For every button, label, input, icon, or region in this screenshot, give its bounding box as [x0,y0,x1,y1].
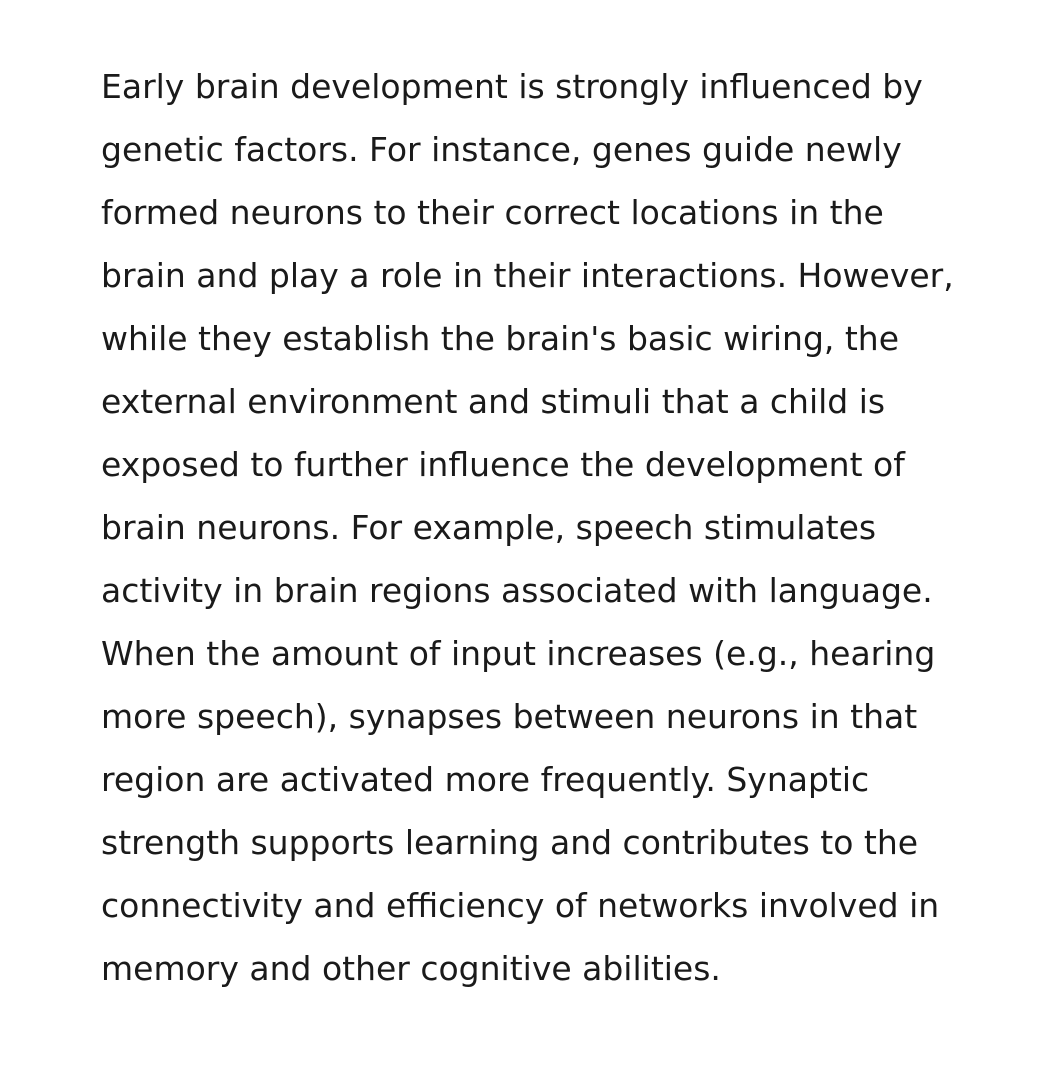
paragraph-line-2: genetic factors. For instance, genes guide newly [101,130,902,169]
paragraph-line-6: external environment and stimuli that a child is [101,382,886,421]
paragraph-line-3: formed neurons to their correct locations in the [101,193,884,232]
paragraph-line-12: region are activated more frequently. Synaptic [101,760,870,799]
paragraph-line-8: brain neurons. For example, speech stimulates [101,508,877,547]
paragraph-line-7: exposed to further influence the development of [101,445,905,484]
paragraph-line-4: brain and play a role in their interactions. However, [101,256,954,295]
paragraph-line-14: connectivity and efficiency of networks involved in [101,886,940,925]
paragraph-line-1: Early brain development is strongly influenced by [101,67,923,106]
paragraph-line-13: strength supports learning and contributes to the [101,823,919,862]
paragraph-line-5: while they establish the brain's basic wiring, the [101,319,900,358]
body-paragraph [101,55,1001,1000]
paragraph-line-10: When the amount of input increases (e.g., hearing [101,634,936,673]
paragraph-line-9: activity in brain regions associated with language. [101,571,933,610]
paragraph-line-15: memory and other cognitive abilities. [101,949,721,988]
paragraph-line-11: more speech), synapses between neurons in that [101,697,918,736]
